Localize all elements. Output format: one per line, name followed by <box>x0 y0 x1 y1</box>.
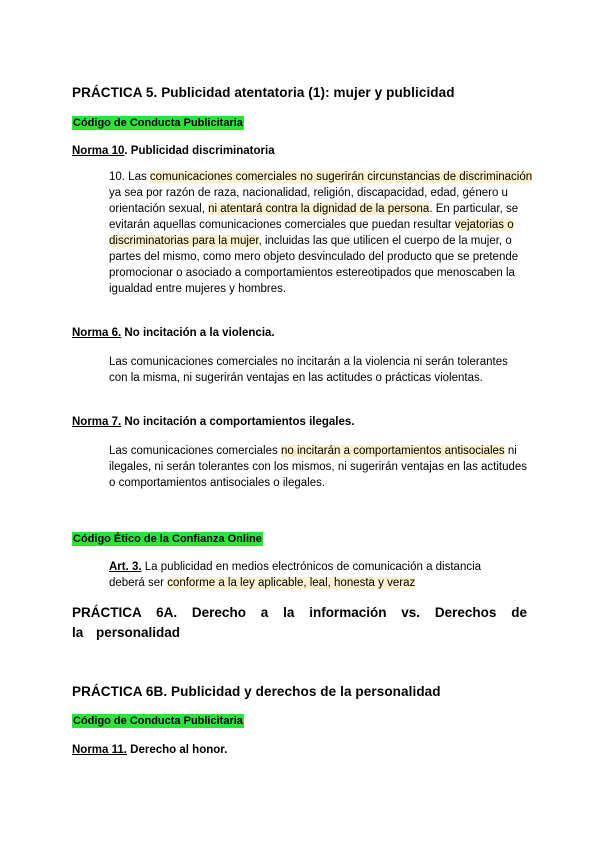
norma-11-label: Norma 11. <box>72 744 127 756</box>
norma-7-heading <box>72 415 354 430</box>
highlight-vejatorias: vejatorias o discriminatorias para la mujer <box>109 219 514 247</box>
norma-7-text-part: ni ilegales, ni serán tolerantes con los mismos, ni sugerirán ventajas en las actitudes o comportamientos antisociales o ilegales. <box>109 445 528 489</box>
norma-11-heading <box>72 743 227 758</box>
norma-11-title: Derecho al honor. <box>126 744 228 756</box>
heading-practica-6a-text: PRÁCTICA 6A. Derecho a la información vs. Derechos de la personalidad <box>72 605 527 640</box>
norma-10-text-part: 10. Las <box>109 171 150 183</box>
code-label-confianza-online: Código Ético de la Confianza Online <box>73 533 262 545</box>
heading-practica-6a <box>72 603 527 643</box>
norma-7-title: No incitación a comportamientos ilegales. <box>121 416 355 428</box>
art-3-text <box>109 559 509 591</box>
norma-10-text-part: . En particular, se evitarán aquellas comunicaciones comerciales que puedan resultar <box>109 203 519 231</box>
norma-6-heading <box>72 326 275 341</box>
norma-10-text-part: ya sea por razón de raza, nacionalidad, religión, discapacidad, edad, género u orientación sexual, <box>109 187 508 215</box>
norma-10-heading <box>72 144 275 159</box>
norma-6-title: No incitación a la violencia. <box>121 327 275 339</box>
code-label-conducta-publicitaria-2: Código de Conducta Publicitaria <box>73 715 243 727</box>
heading-practica-5: PRÁCTICA 5. Publicidad atentatoria (1): mujer y publicidad <box>72 85 455 100</box>
norma-10-text-part: , incluidas las que utilicen el cuerpo de la mujer, o partes del mismo, como mero objeto desvinculado del producto que se pretende promocionar o asociado a comportamientos estereotipados que menoscaben la igualdad entre mujeres y hombres. <box>109 235 519 295</box>
highlight-conforme: conforme a la ley aplicable, leal, honesta y veraz <box>167 577 416 589</box>
norma-6-text: Las comunicaciones comerciales no incitarán a la violencia ni serán tolerantes con la misma, ni sugerirán ventajas en las actitudes o prácticas violentas. <box>109 356 508 384</box>
highlight-no-sugeriran: comunicaciones comerciales no sugerirán circunstancias de discriminación <box>149 171 533 183</box>
highlight-antisociales: no incitarán a comportamientos antisociales <box>280 445 505 457</box>
norma-10-label: Norma 10 <box>72 145 125 157</box>
norma-10-text <box>109 169 534 297</box>
code-label-conducta-publicitaria: Código de Conducta Publicitaria <box>73 117 243 129</box>
norma-6-label: Norma 6. <box>72 327 122 339</box>
art-3-text-part: La publicidad en medios electrónicos de comunicación a distancia deberá ser <box>109 561 482 589</box>
norma-7-label: Norma 7. <box>72 416 122 428</box>
heading-practica-6b: PRÁCTICA 6B. Publicidad y derechos de la personalidad <box>72 684 441 699</box>
norma-10-title: . Publicidad discriminatoria <box>124 145 275 157</box>
art-3-label: Art. 3. <box>109 561 142 573</box>
norma-7-text-part: Las comunicaciones comerciales <box>109 445 281 457</box>
highlight-dignidad: ni atentará contra la dignidad de la persona <box>208 203 430 215</box>
norma-7-text <box>109 443 534 491</box>
